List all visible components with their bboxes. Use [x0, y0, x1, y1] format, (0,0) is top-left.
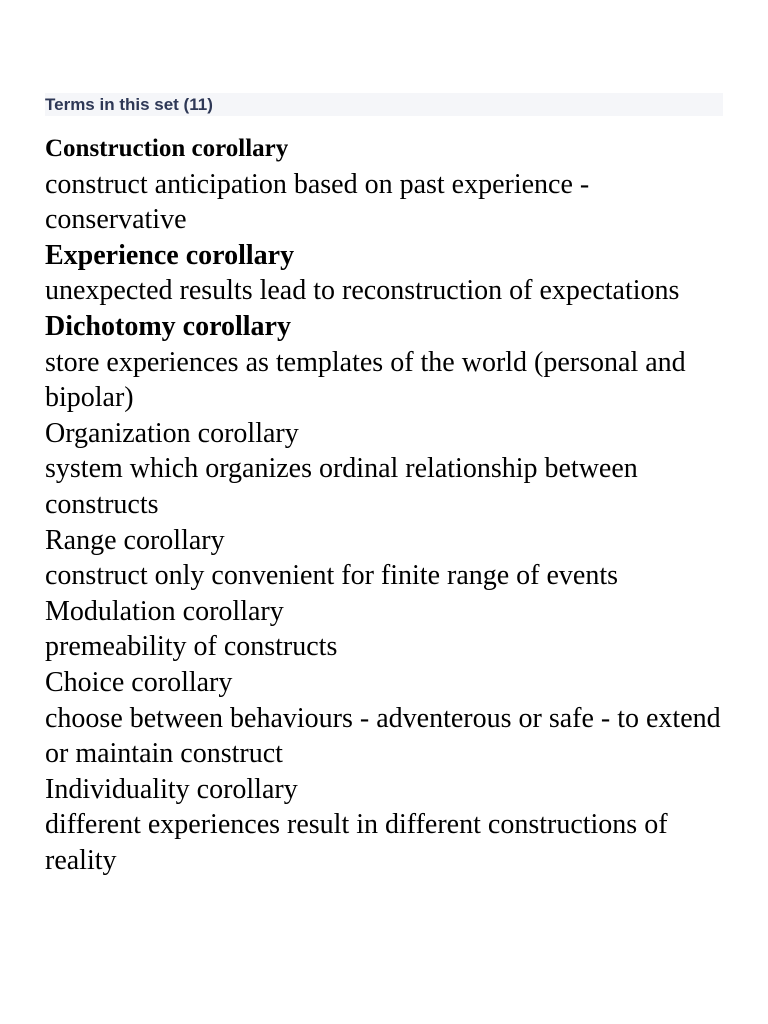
term-word: Organization corollary [45, 417, 299, 449]
term-definition: unexpected results lead to reconstruction of expectations [45, 275, 680, 307]
terms-list [45, 131, 723, 878]
flashcard-set-page [45, 93, 723, 878]
term-definition: premeability of constructs [45, 631, 338, 663]
term-definition: system which organizes ordinal relationship between constructs [45, 453, 638, 520]
term-word: Choice corollary [45, 666, 233, 698]
term-word: Dichotomy corollary [45, 310, 291, 342]
term-definition: different experiences result in different constructions of reality [45, 809, 668, 876]
term-word: Construction corollary [45, 135, 289, 162]
term-word: Individuality corollary [45, 773, 298, 805]
term-word: Experience corollary [45, 239, 295, 271]
term-word: Modulation corollary [45, 595, 284, 627]
term-word: Range corollary [45, 524, 225, 556]
term-definition: construct anticipation based on past experience - conservative [45, 168, 590, 236]
terms-count-header: Terms in this set (11) [45, 93, 723, 116]
term-definition: choose between behaviours - adventerous or safe - to extend or maintain construct [45, 702, 721, 770]
term-definition: construct only convenient for finite range of events [45, 560, 619, 592]
term-definition: store experiences as templates of the world (personal and bipolar) [45, 346, 686, 414]
